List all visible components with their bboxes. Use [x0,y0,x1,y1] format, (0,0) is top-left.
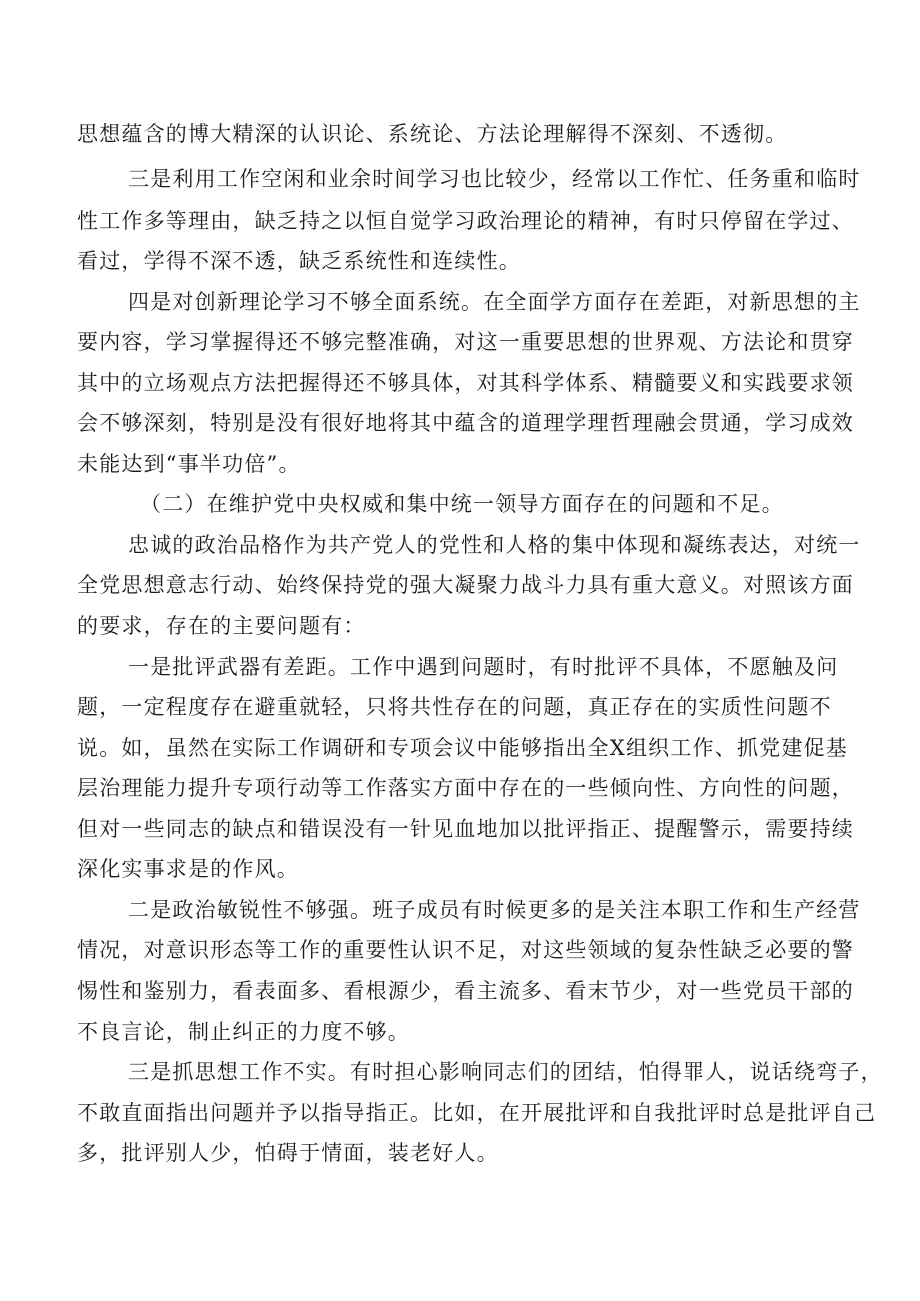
text-line: 深化实事求是的作风。 [77,857,299,881]
text-line: 多，批评别人少，怕碍于情面，装老好人。 [77,1141,499,1165]
text-line: 全党思想意志行动、始终保持党的强大凝聚力战斗力具有重大意义。对照该方面 [77,573,854,597]
text-line: 一是批评武器有差距。工作中遇到问题时，有时批评不具体，不愿触及问 [128,655,839,679]
text-line: 三是利用工作空闲和业余时间学习也比较少，经常以工作忙、任务重和临时 [128,167,861,191]
text-line: 但对一些同志的缺点和错误没有一针见血地加以批评指正、提醒警示，需要持续 [77,817,854,841]
text-line: 四是对创新理论学习不够全面系统。在全面学方面存在差距，对新思想的主 [128,290,861,314]
text-line: 看过，学得不深不透，缺乏系统性和连续性。 [77,249,521,273]
text-line: 未能达到“事半功倍”。 [77,452,301,476]
text-line: 题，一定程度存在避重就轻，只将共性存在的问题，真正存在的实质性问题不 [77,695,832,719]
section-heading: （二）在维护党中央权威和集中统一领导方面存在的问题和不足。 [140,492,784,516]
text-line: 忠诚的政治品格作为共产党人的党性和人格的集中体现和凝练表达，对统一 [128,533,861,557]
text-line: 其中的立场观点方法把握得还不够具体，对其科学体系、精髓要义和实践要求领 [77,371,854,395]
text-line: 层治理能力提升专项行动等工作落实方面中存在的一些倾向性、方向性的问题， [77,776,854,800]
text-line: 性工作多等理由，缺乏持之以恒自觉学习政治理论的精神，有时只停留在学过、 [77,209,854,233]
text-line: 会不够深刻，特别是没有很好地将其中蕴含的道理学理哲理融会贯通，学习成效 [77,411,854,435]
text-line: 惕性和鉴别力，看表面多、看根源少，看主流多、看末节少，对一些党员干部的 [77,979,854,1003]
text-line: 二是政治敏锐性不够强。班子成员有时候更多的是关注本职工作和生产经营 [128,898,861,922]
text-line: 说。如，虽然在实际工作调研和专项会议中能够指出全X组织工作、抓党建促基 [77,736,848,760]
text-line: 三是抓思想工作不实。有时担心影响同志们的团结，怕得罪人，说话绕弯子， [128,1060,883,1084]
text-line: 情况，对意识形态等工作的重要性认识不足，对这些领域的复杂性缺乏必要的警 [77,938,854,962]
text-line: 不良言论，制止纠正的力度不够。 [77,1020,410,1044]
text-line: 要内容，学习掌握得还不够完整准确，对这一重要思想的世界观、方法论和贯穿 [77,330,854,354]
text-line: 的要求，存在的主要问题有： [77,614,366,638]
text-line: 思想蕴含的博大精深的认识论、系统论、方法论理解得不深刻、不透彻。 [77,122,788,146]
text-line: 不敢直面指出问题并予以指导指正。比如，在开展批评和自我批评时总是批评自己 [77,1101,877,1125]
